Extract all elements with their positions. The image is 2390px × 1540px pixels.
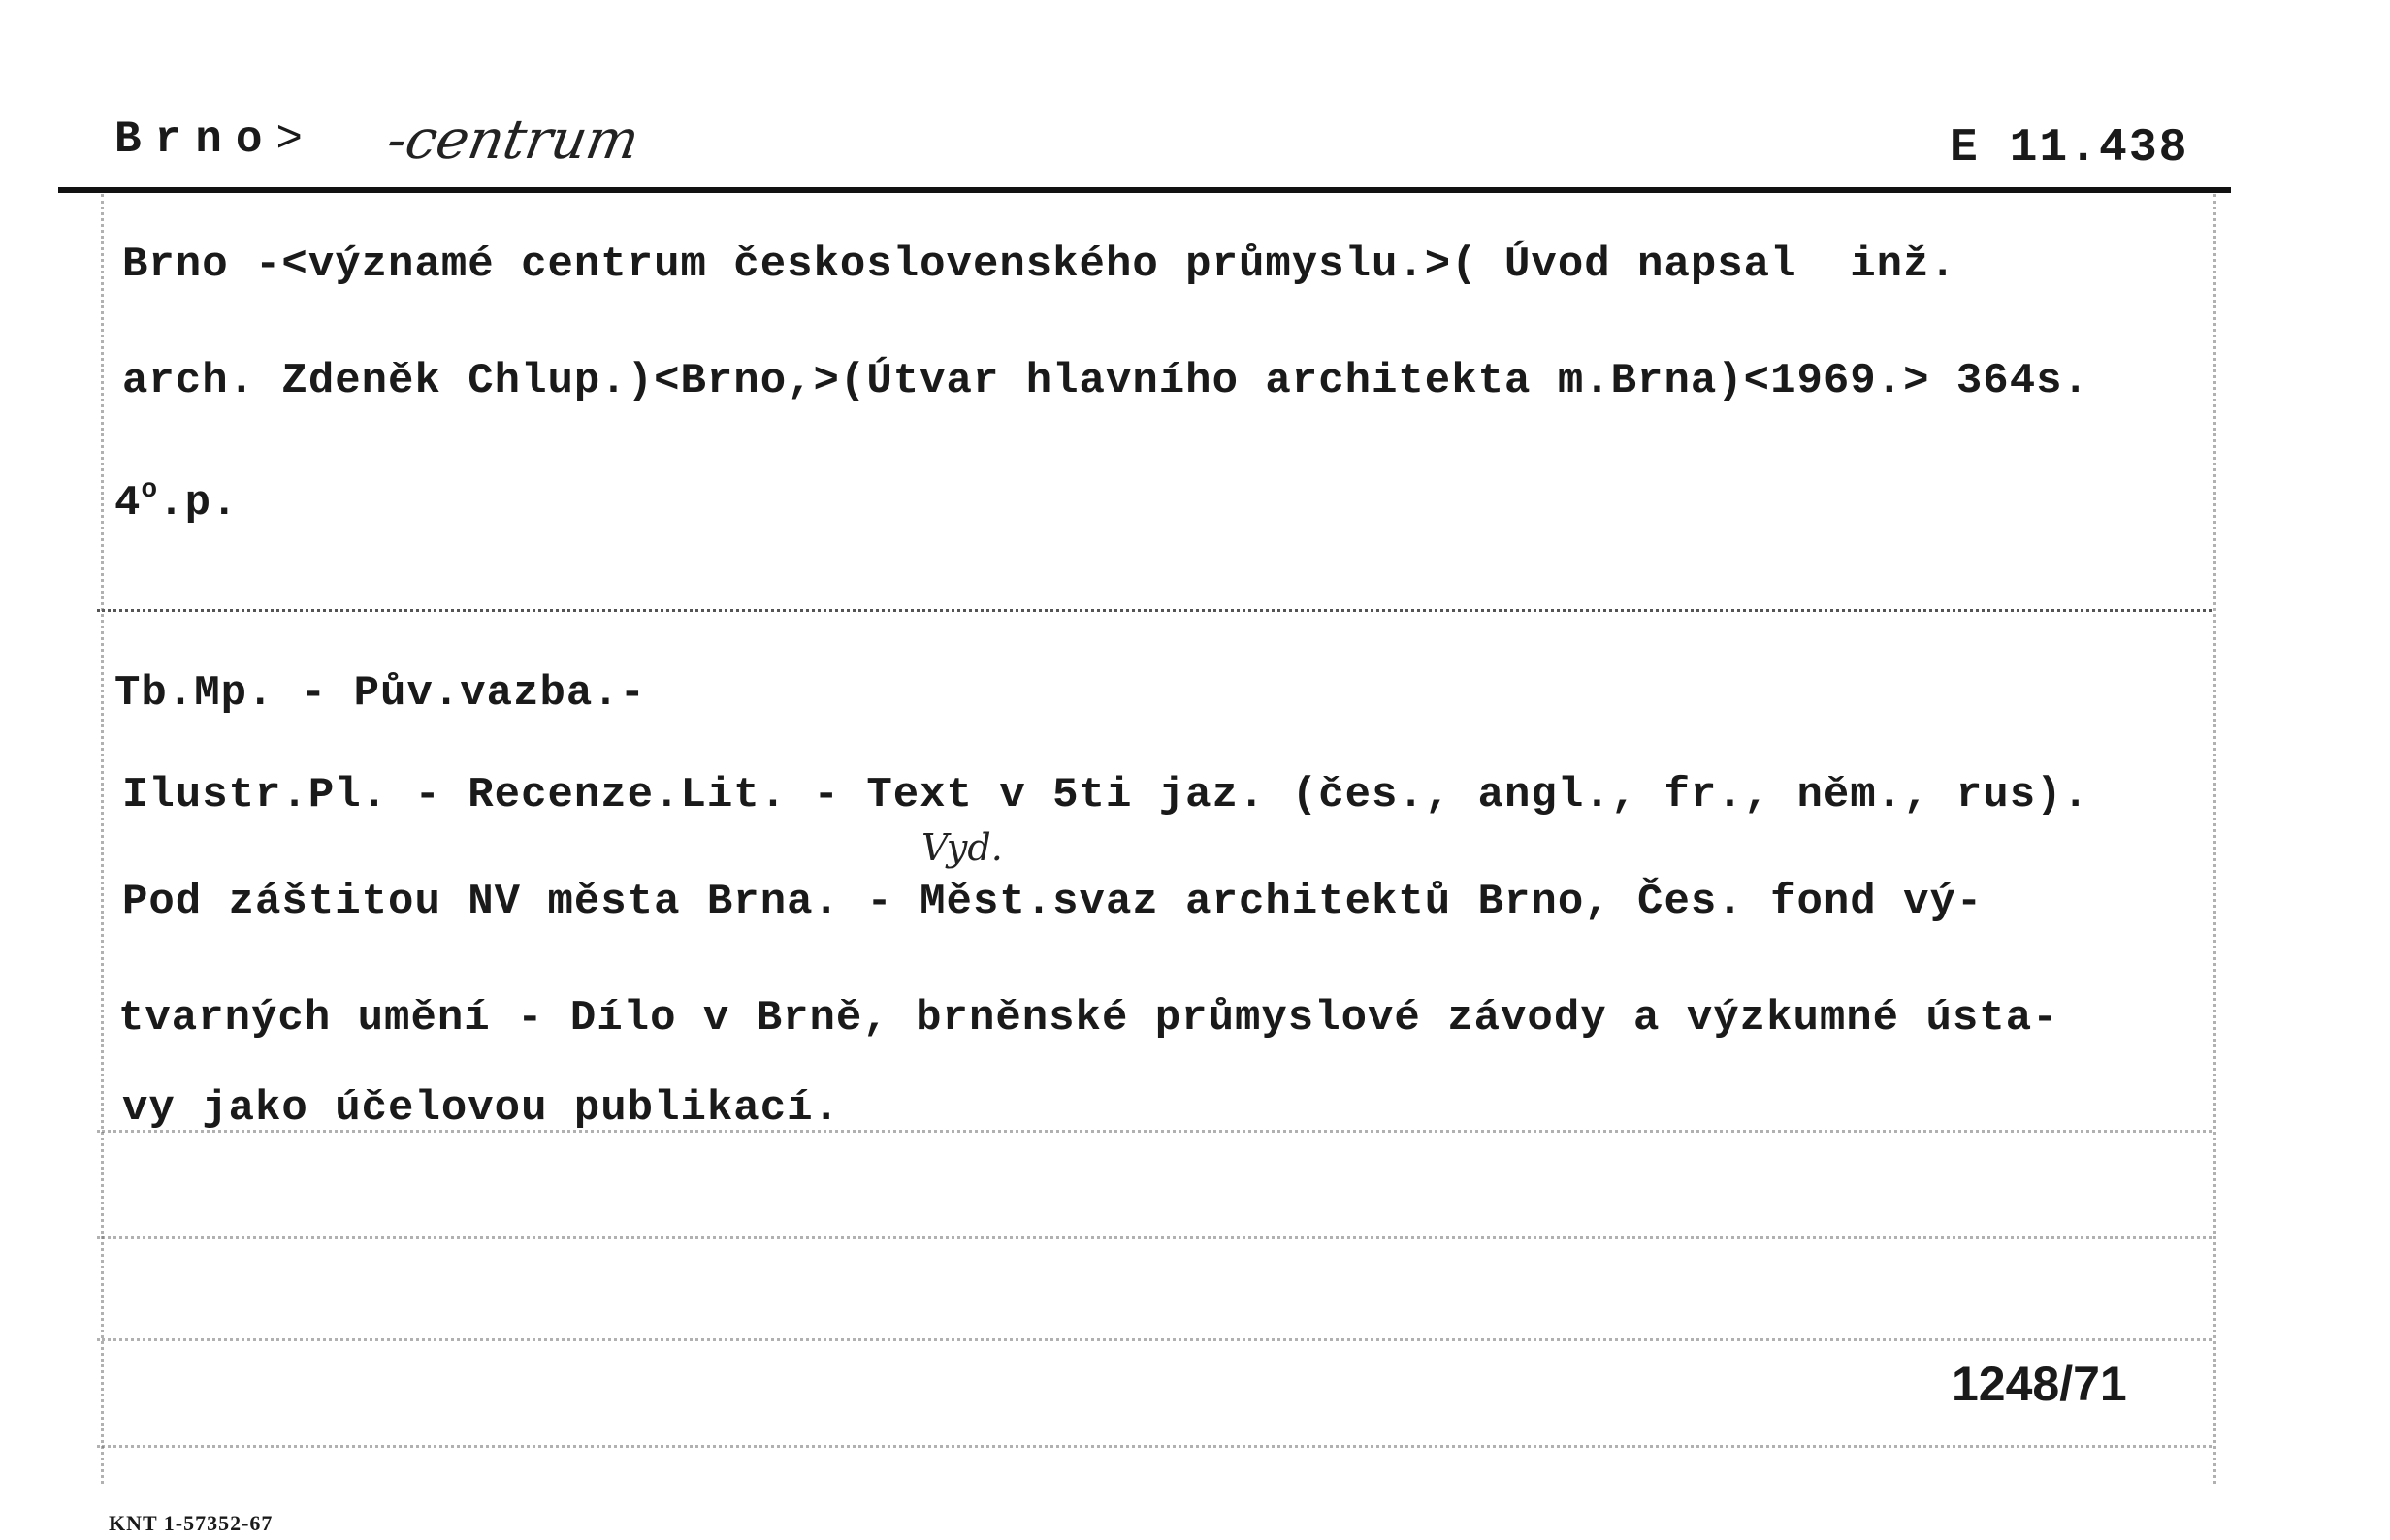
heading-arrow-mark: > <box>275 114 304 165</box>
handwritten-insert: Vyd. <box>921 826 1003 869</box>
entry-line-5: Ilustr.Pl. - Recenze.Lit. - Text v 5ti jaz. (čes., angl., fr., něm., rus). <box>122 771 2089 819</box>
dotted-line-a <box>97 1130 2212 1133</box>
entry-line-6: Pod záštitou NV města Brna. - Měst.svaz architektů Brno, Čes. fond vý- <box>122 878 1984 926</box>
entry-line-1: Brno -<významé centrum československého průmyslu.>( Úvod napsal inž. <box>122 241 1956 289</box>
shelf-signum: E 11.438 <box>1950 122 2189 175</box>
entry-line-8: vy jako účelovou publikací. <box>122 1084 840 1133</box>
dotted-line-b <box>97 1236 2212 1239</box>
format-superscript: o <box>141 475 159 505</box>
format-suffix: .p. <box>158 479 239 528</box>
dotted-line-d <box>97 1445 2212 1448</box>
dotted-separator <box>97 609 2212 612</box>
print-code: KNT 1-57352-67 <box>109 1511 274 1535</box>
heading-rule <box>58 187 2231 193</box>
format-number: 4 <box>114 479 142 528</box>
left-margin-dots <box>101 194 104 1484</box>
entry-line-2: arch. Zdeněk Chlup.)<Brno,>(Útvar hlavního architekta m.Brna)<1969.> 364s. <box>122 357 2089 405</box>
accession-number: 1248/71 <box>1952 1357 2127 1411</box>
entry-line-4: Tb.Mp. - Pův.vazba.- <box>114 669 647 718</box>
dotted-line-c <box>97 1338 2212 1341</box>
card-heading: Brno> <box>114 114 304 165</box>
right-margin-dots <box>2213 194 2216 1484</box>
entry-line-3 <box>114 475 238 528</box>
entry-line-7: tvarných umění - Dílo v Brně, brněnské průmyslové závody a výzkumné ústa- <box>118 994 2059 1043</box>
handwritten-heading-note: -centrum <box>382 109 644 172</box>
